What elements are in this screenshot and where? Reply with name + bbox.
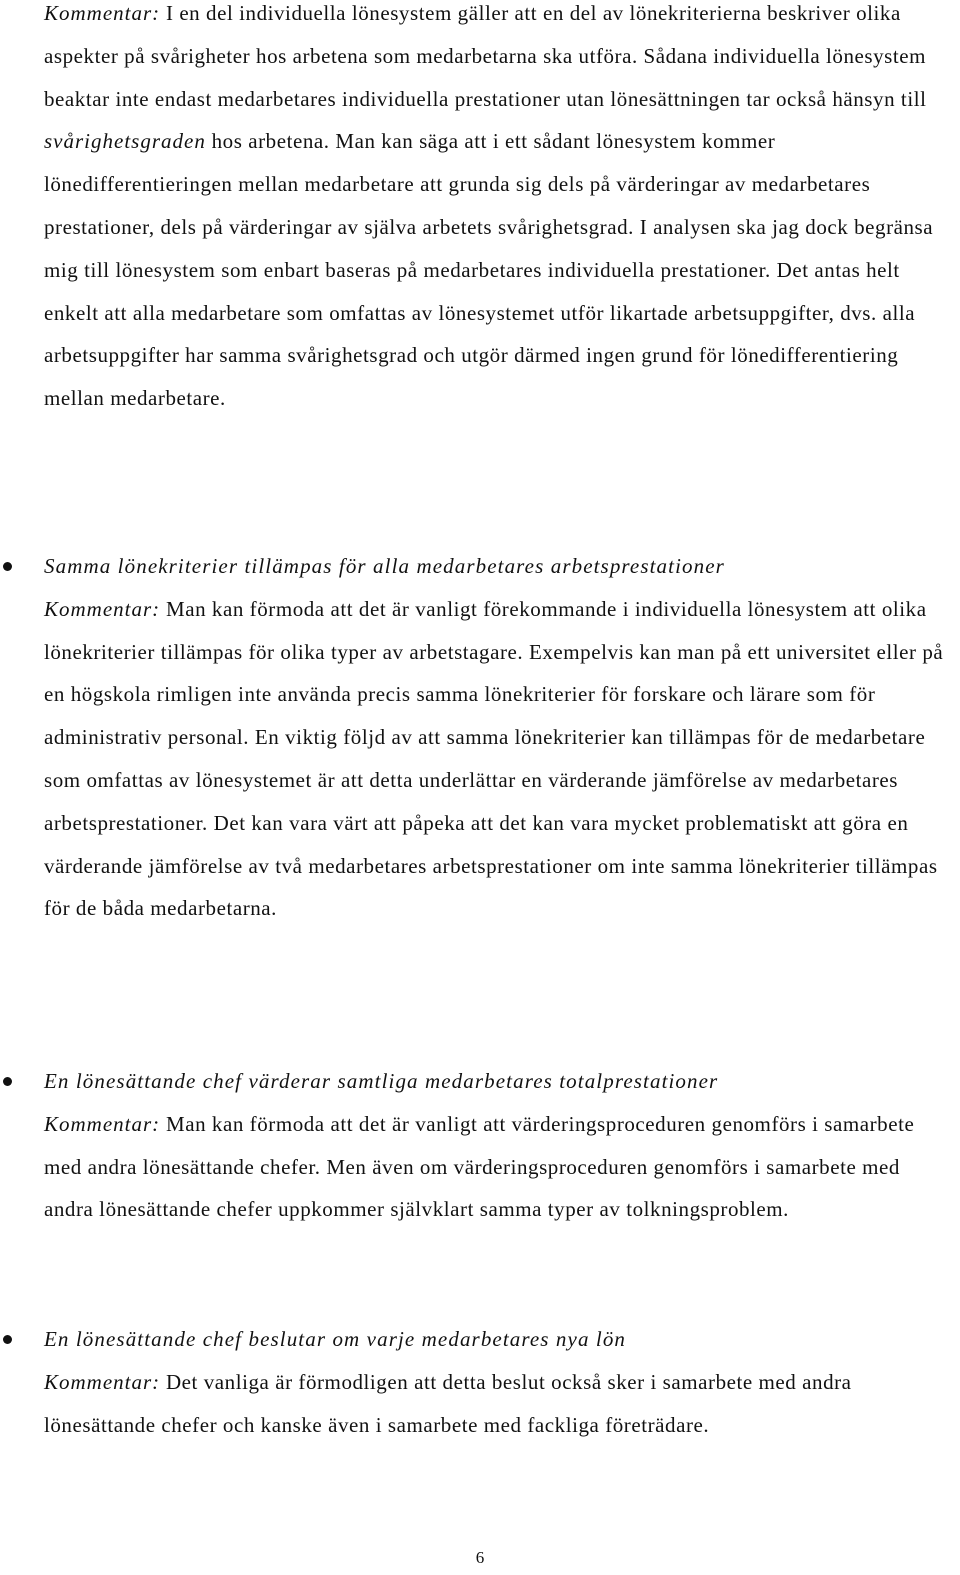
comment-text: Man kan förmoda att det är vanligt förekommande i individuella lönesystem att olika lönekriterier tillämpas för olika typer av arbetstagare. Exempelvis kan man på ett universitet eller på en högskola rimligen inte använda precis samma lönekriterier för forskare och lärare som för administrativ personal. En viktig följd av att samma lönekriterier kan tillämpas för de medarbetare som omfattas av lönesystemet är att detta underlättar en värderande jämförelse av medarbetares arbetsprestationer. Det kan vara värt att påpeka att det kan vara mycket problematiskt att göra en värderande jämförelse av två medarbetares arbetsprestationer om inte samma lönekriterier tillämpas för de båda medarbetarna. (44, 596, 944, 921)
comment-text: Man kan förmoda att det är vanligt att värderingsproceduren genomförs i samarbete med andra lönesättande chefer. Men även om värderingsproceduren genomförs i samarbete med andra lönesättande chefer uppkommer självklart samma typer av tolkningsproblem. (44, 1111, 915, 1222)
intro-text-after: hos arbetena. Man kan säga att i ett sådant lönesystem kommer lönedifferentieringen mellan medarbetare att grunda sig dels på värderingar av medarbetares prestationer, dels på värderingar av själva arbetets svårighetsgrad. I analysen ska jag dock begränsa mig till lönesystem som enbart baseras på medarbetares individuella prestationer. Det antas helt enkelt att alla medarbetare som omfattas av lönesystemet utför likartade arbetsuppgifter, dvs. alla arbetsuppgifter har samma svårighetsgrad och utgör därmed ingen grund för lönedifferentiering mellan medarbetare. (44, 129, 934, 411)
intro-comment-label: Kommentar: (44, 1, 161, 25)
list-item-heading: En lönesättande chef beslutar om varje medarbetares nya lön (44, 1327, 627, 1351)
list-item-heading: En lönesättande chef värderar samtliga medarbetares totalprestationer (44, 1069, 719, 1093)
bullet-icon (3, 562, 12, 571)
comment-label: Kommentar: (44, 1369, 161, 1394)
bullet-icon (3, 1335, 12, 1344)
comment-text: Det vanliga är förmodligen att detta beslut också sker i samarbete med andra lönesättande chefer och kanske även i samarbete med fackliga företrädare. (44, 1369, 852, 1437)
comment-label: Kommentar: (44, 596, 161, 621)
page-number: 6 (475, 1548, 485, 1567)
list-item-heading: Samma lönekriterier tillämpas för alla medarbetares arbetsprestationer (44, 554, 725, 578)
list-item (44, 1318, 949, 1446)
list-item (44, 545, 949, 930)
list-item-comment (44, 1103, 949, 1231)
intro-paragraph (44, 0, 949, 420)
bullet-icon (3, 1077, 12, 1086)
intro-emphasis: svårighetsgraden (44, 129, 206, 154)
intro-text-before: I en del individuella lönesystem gäller att en del av lönekriterierna beskriver olika aspekter på svårigheter hos arbetena som medarbetarna ska utföra. Sådana individuella lönesystem beaktar inte endast medarbetares individuella prestationer utan lönesättningen tar också hänsyn till (44, 1, 927, 111)
comment-label: Kommentar: (44, 1111, 161, 1136)
list-item-comment (44, 1361, 949, 1447)
list-item-comment (44, 588, 949, 930)
list-item (44, 1060, 949, 1231)
